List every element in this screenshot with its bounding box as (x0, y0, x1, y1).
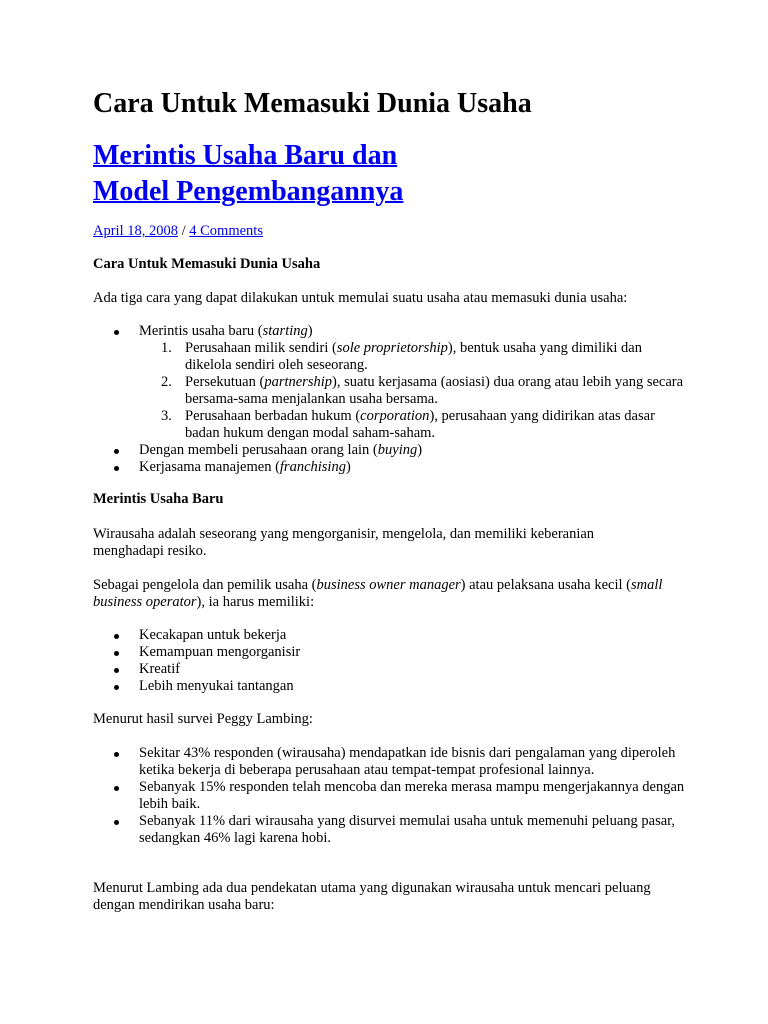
list-item: Sekitar 43% responden (wirausaha) mendapatkan ide bisnis dari pengalaman yang diperoleh ketika bekerja di beberapa perusahaan atau tempat-tempat profesional lainnya. (93, 745, 699, 779)
wirausaha-text: Wirausaha adalah seseorang yang mengorganisir, mengelola, dan memiliki keberanian menghadapi resiko. (93, 526, 595, 559)
post-meta (93, 222, 263, 240)
list-item: 3. Perusahaan berbadan hukum (corporation), perusahaan yang didirikan atas dasar badan hukum dengan modal saham-saham. (161, 408, 655, 441)
list-item: Merintis usaha baru (starting) 1. Perusahaan milik sendiri (sole proprietorship), bentuk usaha yang dimiliki dan dikelola sendiri oleh seseorang. 2. Persekutuan (partnership), suatu kerjasama (aosiasi) dua orang atau lebih yang secara bersama-sama menjalankan usaha bersama. 3. Perusahaan berbadan hukum (corporation), perusahaan yang didirikan atas dasar badan hukum dengan modal saham-saham. (93, 323, 699, 442)
survey-intro-text: Menurut hasil survei Peggy Lambing: (93, 711, 313, 727)
list-item: Lebih menyukai tantangan (93, 678, 699, 695)
list-item: Kerjasama manajemen (franchising) (93, 459, 699, 476)
date-link[interactable]: April 18, 2008 (93, 223, 178, 239)
section-heading-cara (93, 256, 693, 273)
section-heading-text: Merintis Usaha Baru (93, 491, 224, 507)
post-title-link[interactable] (93, 140, 403, 207)
list-item: Kecakapan untuk bekerja (93, 627, 699, 644)
document-title: Cara Untuk Memasuki Dunia Usaha (93, 88, 532, 119)
list-item: Kemampuan mengorganisir (93, 644, 699, 661)
post-title (93, 138, 403, 210)
wirausaha-paragraph (93, 526, 653, 560)
comments-link[interactable]: 4 Comments (189, 223, 263, 239)
manager-paragraph (93, 577, 683, 611)
intro-text: Ada tiga cara yang dapat dilakukan untuk memulai suatu usaha atau memasuki dunia usaha: (93, 290, 628, 306)
section-heading-text: Cara Untuk Memasuki Dunia Usaha (93, 256, 321, 272)
closing-paragraph (93, 880, 663, 914)
list-item: 2. Persekutuan (partnership), suatu kerjasama (aosiasi) dua orang atau lebih yang secara bersama-sama menjalankan usaha bersama. (161, 374, 684, 407)
intro-paragraph (93, 290, 693, 307)
survey-list (93, 745, 693, 847)
closing-text: Menurut Lambing ada dua pendekatan utama yang digunakan wirausaha untuk mencari peluang dengan mendirikan usaha baru: (93, 880, 651, 913)
list-item: 1. Perusahaan milik sendiri (sole proprietorship), bentuk usaha yang dimiliki dan dikelola sendiri oleh seseorang. (161, 340, 642, 373)
post-title-line-1: Merintis Usaha Baru dan (93, 140, 398, 171)
list-item: Dengan membeli perusahaan orang lain (buying) (93, 442, 699, 459)
qualities-list (93, 627, 693, 695)
post-title-line-2: Model Pengembangannya (93, 176, 404, 207)
ways-list (93, 323, 693, 476)
meta-separator: / (177, 223, 190, 239)
survey-intro (93, 711, 693, 728)
list-item: Sebanyak 11% dari wirausaha yang disurvei memulai usaha untuk memenuhi peluang pasar, sedangkan 46% lagi karena hobi. (93, 813, 699, 847)
list-item: Kreatif (93, 661, 699, 678)
list-item: Sebanyak 15% responden telah mencoba dan mereka merasa mampu mengerjakannya dengan lebih baik. (93, 779, 699, 813)
manager-text: Sebagai pengelola dan pemilik usaha (business owner manager) atau pelaksana usaha kecil (small business operator), ia harus memiliki: (93, 577, 663, 610)
section-heading-merintis (93, 491, 693, 508)
sub-list (139, 340, 699, 442)
